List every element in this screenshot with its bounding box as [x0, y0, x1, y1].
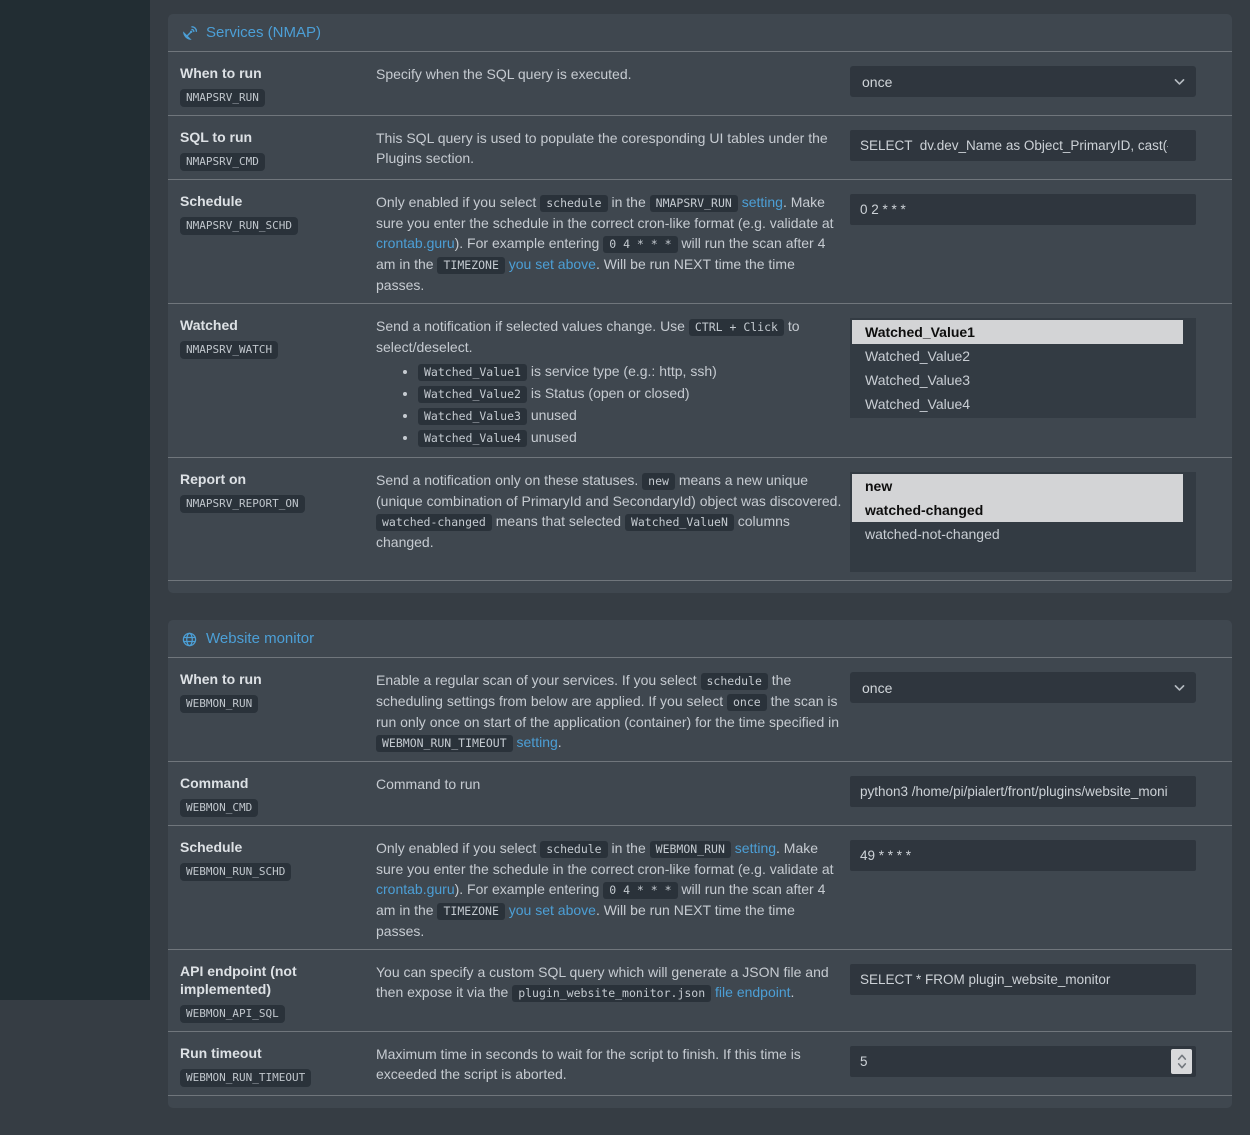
section-header	[168, 620, 1232, 658]
setting-label: Watched	[180, 317, 238, 333]
setting-row	[168, 1031, 1232, 1095]
inline-code: plugin_website_monitor.json	[512, 985, 711, 1002]
setting-description: Send a notification only on these statuses. new means a new unique (unique combination of PrimaryId and SecondaryId) object was discovered. watched-changed means that selected Watched_ValueN columns changed.	[376, 472, 842, 550]
inline-code: Watched_Value2	[418, 386, 527, 403]
description-bullet: • Watched_Value1 is service type (e.g.: http, ssh)	[418, 361, 844, 383]
select-value: once	[862, 679, 893, 696]
setting-code-badge: WEBMON_RUN_TIMEOUT	[180, 1069, 311, 1087]
listbox-option-Watched_Value1[interactable]: Watched_Value1	[852, 320, 1183, 344]
chevron-down-icon	[1173, 681, 1186, 694]
description-bullet: • Watched_Value3 unused	[418, 405, 844, 427]
listbox-NMAPSRV_WATCH[interactable]	[850, 318, 1196, 418]
setting-label: API endpoint (not implemented)	[180, 963, 297, 997]
description-bullet: • Watched_Value4 unused	[418, 427, 844, 449]
setting-control-column	[850, 838, 1196, 941]
setting-description: Only enabled if you select schedule in the WEBMON_RUN setting. Make sure you enter the schedule in the correct cron-like format (e.g. validate at crontab.guru). For example entering 0 4 * * * will run the scan after 4 am in the TIMEZONE you set above. Will be run NEXT time the time passes.	[376, 840, 834, 939]
number-spinner[interactable]	[1171, 1049, 1192, 1074]
input-wrapper	[850, 1046, 1196, 1077]
inline-code: once	[727, 694, 767, 711]
satellite-dish-icon	[181, 25, 198, 42]
inline-code: 0 4 * * *	[603, 236, 677, 253]
setting-row	[168, 303, 1232, 457]
inline-code: schedule	[540, 841, 607, 858]
input-wrapper	[850, 840, 1196, 871]
setting-label-column	[180, 316, 370, 449]
section-title: Website monitor	[206, 630, 315, 647]
inline-code: WEBMON_RUN_TIMEOUT	[376, 735, 513, 752]
section-rows	[168, 658, 1232, 1095]
number-input-WEBMON_RUN_TIMEOUT[interactable]	[850, 1046, 1196, 1077]
text-input-NMAPSRV_RUN_SCHD[interactable]	[850, 194, 1196, 225]
inline-code: TIMEZONE	[437, 903, 504, 920]
setting-label: Run timeout	[180, 1045, 262, 1061]
setting-description: Specify when the SQL query is executed.	[376, 66, 632, 82]
listbox-NMAPSRV_REPORT_ON[interactable]	[850, 472, 1196, 572]
setting-label-column	[180, 470, 370, 572]
inline-link[interactable]: you set above	[508, 902, 596, 918]
inline-code: schedule	[701, 673, 768, 690]
globe-icon	[181, 631, 198, 648]
setting-control-column	[850, 962, 1196, 1023]
inline-link[interactable]: crontab.guru	[376, 881, 455, 897]
setting-row	[168, 658, 1232, 761]
inline-code: schedule	[540, 195, 607, 212]
setting-label-column	[180, 962, 370, 1023]
section-header	[168, 14, 1232, 52]
setting-row	[168, 179, 1232, 303]
setting-code-badge: WEBMON_RUN	[180, 695, 258, 713]
inline-code: Watched_Value3	[418, 408, 527, 425]
inline-code: new	[642, 473, 675, 490]
listbox-option-Watched_Value2[interactable]: Watched_Value2	[865, 348, 971, 364]
setting-control-column	[850, 192, 1196, 295]
setting-description: Only enabled if you select schedule in the NMAPSRV_RUN setting. Make sure you enter the schedule in the correct cron-like format (e.g. validate at crontab.guru). For example entering 0 4 * * * will run the scan after 4 am in the TIMEZONE you set above. Will be run NEXT time the time passes.	[376, 194, 834, 293]
setting-code-badge: NMAPSRV_WATCH	[180, 341, 278, 359]
setting-label: When to run	[180, 65, 262, 81]
listbox-option-watched-not-changed[interactable]: watched-not-changed	[865, 526, 1000, 542]
setting-code-badge: NMAPSRV_CMD	[180, 153, 265, 171]
section-footer	[168, 1095, 1232, 1108]
setting-description: You can specify a custom SQL query which will generate a JSON file and then expose it via the plugin_website_monitor.json file endpoint.	[376, 964, 829, 1000]
setting-label-column	[180, 670, 370, 753]
setting-control-column	[850, 670, 1196, 753]
setting-control-column	[850, 64, 1196, 107]
input-wrapper	[850, 964, 1196, 995]
setting-code-badge: WEBMON_RUN_SCHD	[180, 863, 291, 881]
inline-link[interactable]: you set above	[508, 256, 596, 272]
input-wrapper	[850, 194, 1196, 225]
text-input-NMAPSRV_CMD[interactable]	[850, 130, 1196, 161]
inline-link[interactable]: setting	[734, 840, 777, 856]
setting-code-badge: NMAPSRV_REPORT_ON	[180, 495, 305, 513]
chevron-down-icon	[1173, 75, 1186, 88]
setting-control-column	[850, 128, 1196, 171]
setting-code-badge: NMAPSRV_RUN_SCHD	[180, 217, 298, 235]
setting-row	[168, 457, 1232, 580]
setting-description: Enable a regular scan of your services. If you select schedule the scheduling settings from below are applied. If you select once the scan is run only once on start of the application (container) for the time specified in WEBMON_RUN_TIMEOUT setting.	[376, 672, 840, 750]
text-input-WEBMON_RUN_SCHD[interactable]	[850, 840, 1196, 871]
setting-row	[168, 761, 1232, 825]
setting-description: Send a notification if selected values change. Use CTRL + Click to select/deselect. • Watched_Value1 is service type (e.g.: http, ssh) • Watched_Value2 is Status (open or closed) • Watched_Value3 unused • Watched_Value4 unused	[376, 316, 844, 449]
setting-code-badge: NMAPSRV_RUN	[180, 89, 265, 107]
inline-code: watched-changed	[376, 514, 492, 531]
inline-code: WEBMON_RUN	[650, 841, 731, 858]
description-bullet-list	[376, 361, 844, 449]
text-input-WEBMON_API_SQL[interactable]	[850, 964, 1196, 995]
setting-label: Report on	[180, 471, 247, 487]
setting-description: This SQL query is used to populate the coresponding UI tables under the Plugins section.	[376, 130, 828, 166]
setting-label: When to run	[180, 671, 262, 687]
inline-code: TIMEZONE	[437, 257, 504, 274]
setting-description: Maximum time in seconds to wait for the script to finish. If this time is exceeded the script is aborted.	[376, 1046, 801, 1082]
listbox-option-new[interactable]: new	[852, 474, 1183, 498]
inline-code: CTRL + Click	[689, 319, 784, 336]
setting-label: SQL to run	[180, 129, 253, 145]
setting-code-badge: WEBMON_CMD	[180, 799, 258, 817]
setting-control-column	[850, 774, 1196, 817]
inline-link[interactable]: setting	[741, 194, 783, 210]
section-title: Services (NMAP)	[206, 24, 322, 41]
listbox-option-Watched_Value4[interactable]: Watched_Value4	[865, 396, 971, 412]
settings-section-card	[168, 620, 1232, 1108]
setting-row	[168, 949, 1232, 1031]
setting-label-column	[180, 1044, 370, 1087]
select-value: once	[862, 73, 893, 90]
inline-code: 0 4 * * *	[603, 882, 677, 899]
section-rows	[168, 52, 1232, 580]
setting-label-column	[180, 192, 370, 295]
setting-label-column	[180, 64, 370, 107]
setting-label: Command	[180, 775, 249, 791]
inline-link[interactable]: setting	[516, 734, 558, 750]
settings-section-card	[168, 14, 1232, 593]
inline-code: NMAPSRV_RUN	[650, 195, 738, 212]
setting-row	[168, 115, 1232, 179]
setting-row	[168, 52, 1232, 115]
text-input-WEBMON_CMD[interactable]	[850, 776, 1196, 807]
setting-label: Schedule	[180, 193, 243, 209]
inline-code: Watched_Value4	[418, 430, 527, 447]
setting-label-column	[180, 838, 370, 941]
setting-control-column	[850, 470, 1196, 572]
settings-page	[150, 0, 1250, 1135]
inline-link[interactable]: file endpoint	[715, 984, 791, 1000]
inline-link[interactable]: crontab.guru	[376, 235, 455, 251]
setting-control-column	[850, 1044, 1196, 1087]
setting-row	[168, 825, 1232, 949]
listbox-option-watched-changed[interactable]: watched-changed	[852, 498, 1183, 522]
inline-code: Watched_ValueN	[625, 514, 734, 531]
select-NMAPSRV_RUN[interactable]	[850, 66, 1196, 97]
setting-code-badge: WEBMON_API_SQL	[180, 1005, 285, 1023]
setting-label: Schedule	[180, 839, 243, 855]
description-bullet: • Watched_Value2 is Status (open or closed)	[418, 383, 844, 405]
listbox-option-Watched_Value3[interactable]: Watched_Value3	[865, 372, 971, 388]
setting-label-column	[180, 774, 370, 817]
sidebar	[0, 0, 150, 1000]
inline-code: Watched_Value1	[418, 364, 527, 381]
setting-control-column	[850, 316, 1196, 449]
select-WEBMON_RUN[interactable]	[850, 672, 1196, 703]
input-wrapper	[850, 130, 1196, 161]
setting-label-column	[180, 128, 370, 171]
input-wrapper	[850, 776, 1196, 807]
section-footer	[168, 580, 1232, 593]
setting-description: Command to run	[376, 776, 481, 792]
